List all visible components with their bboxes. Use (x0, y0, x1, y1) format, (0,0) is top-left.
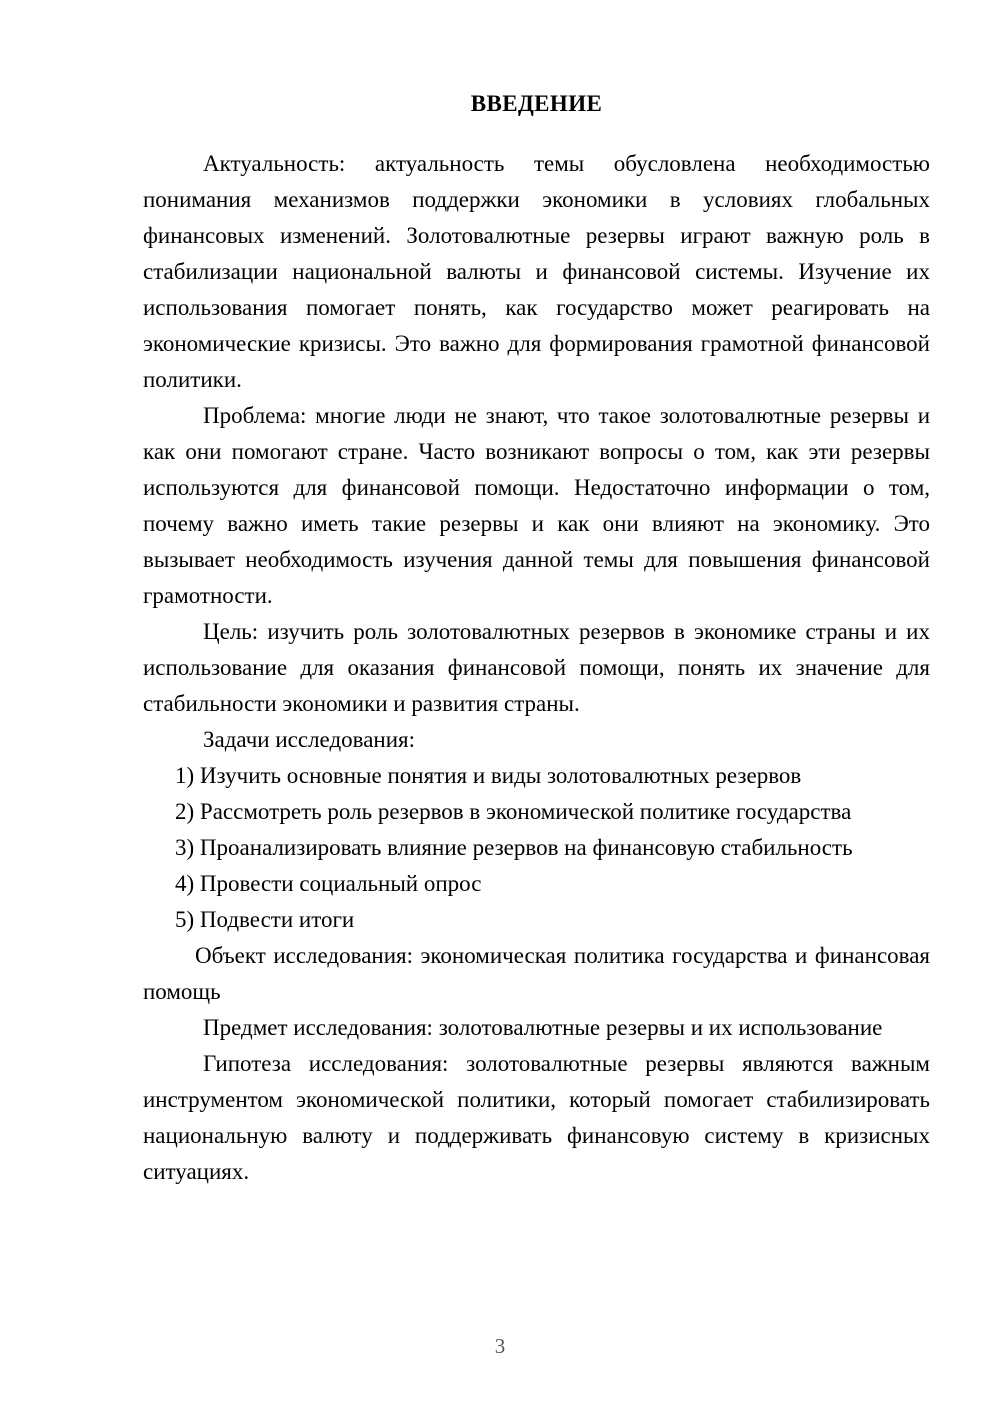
page-title: ВВЕДЕНИЕ (470, 91, 603, 116)
paragraph-goal: Цель: изучить роль золотовалютных резервов в экономике страны и их использование для оказания финансовой помощи, понять их значение для стабильности экономики и развития страны. (143, 619, 930, 716)
list-item: 4) Провести социальный опрос (175, 871, 482, 896)
list-item: 5) Подвести итоги (175, 907, 355, 932)
page-number: 3 (494, 1334, 506, 1358)
list-item: 1) Изучить основные понятия и виды золотовалютных резервов (175, 763, 802, 788)
page-content (143, 86, 930, 1190)
paragraph-hypothesis: Гипотеза исследования: золотовалютные резервы являются важным инструментом экономической политики, который помогает стабилизировать национальную валюту и поддерживать финансовую систему в кризисных ситуациях. (143, 1051, 930, 1184)
paragraph-object: Объект исследования: экономическая политика государства и финансовая помощь (143, 943, 930, 1004)
paragraph-subject: Предмет исследования: золотовалютные резервы и их использование (203, 1015, 883, 1040)
list-item: 2) Рассмотреть роль резервов в экономической политике государства (175, 799, 852, 824)
tasks-list (143, 758, 930, 938)
list-item: 3) Проанализировать влияние резервов на финансовую стабильность (175, 835, 853, 860)
paragraph-problem: Проблема: многие люди не знают, что такое золотовалютные резервы и как они помогают стране. Часто возникают вопросы о том, как эти резервы используются для финансовой помощи. Недостаточно информации о том, почему важно иметь такие резервы и как они влияют на экономику. Это вызывает необходимость изучения данной темы для повышения финансовой грамотности. (143, 403, 930, 608)
paragraph-relevance: Актуальность: актуальность темы обусловлена необходимостью понимания механизмов поддержки экономики в условиях глобальных финансовых изменений. Золотовалютные резервы играют важную роль в стабилизации национальной валюты и финансовой системы. Изучение их использования помогает понять, как государство может реагировать на экономические кризисы. Это важно для формирования грамотной финансовой политики. (143, 151, 930, 392)
tasks-heading: Задачи исследования: (203, 727, 416, 752)
